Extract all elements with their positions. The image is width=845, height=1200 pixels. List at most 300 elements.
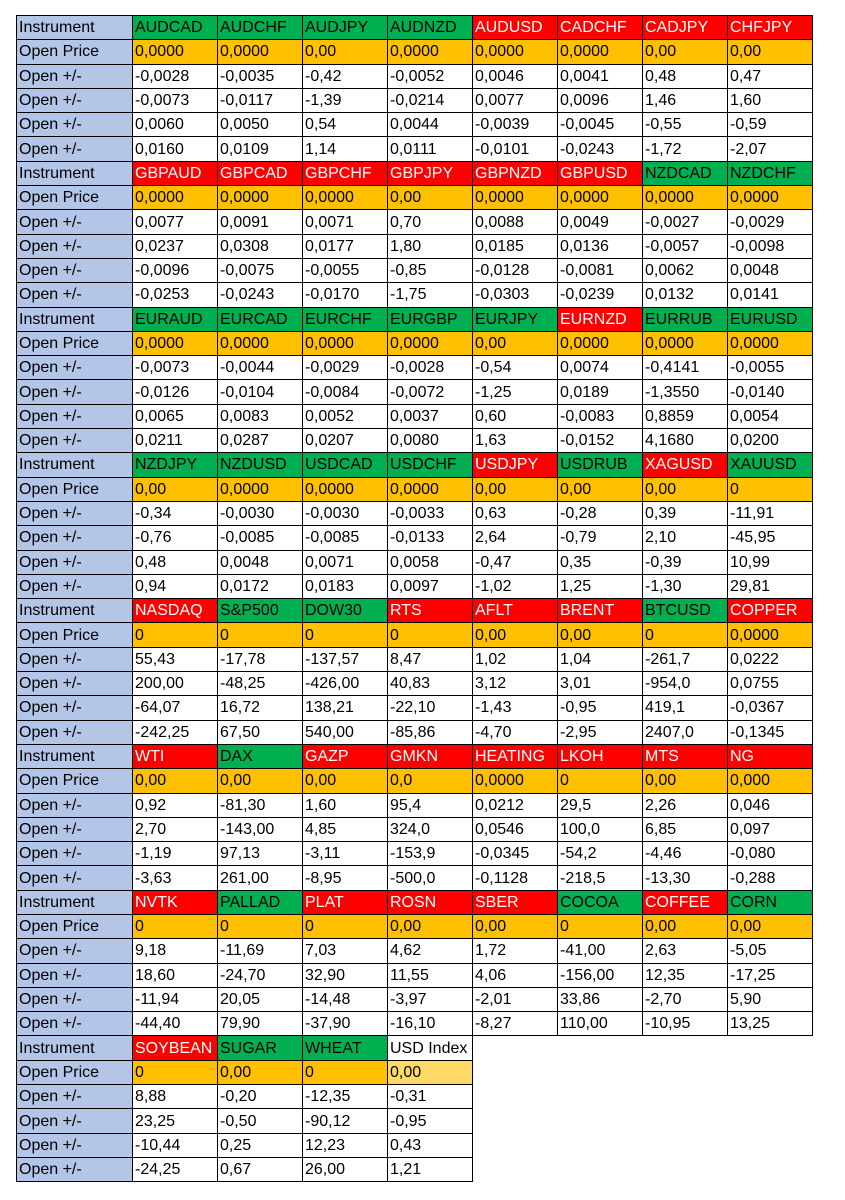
row-label: Open +/- <box>17 64 133 88</box>
open-change-cell: -0,0072 <box>388 380 473 404</box>
open-change-cell: -500,0 <box>388 866 473 890</box>
open-change-cell: -17,78 <box>218 647 303 671</box>
open-change-cell: -10,95 <box>643 1012 728 1036</box>
row-label: Open +/- <box>17 429 133 453</box>
open-change-cell: -0,0128 <box>473 258 558 282</box>
instrument-name-cell: AUDNZD <box>388 16 473 40</box>
row-label: Open Price <box>17 769 133 793</box>
open-change-cell: 0,0048 <box>218 550 303 574</box>
open-change-cell: -0,34 <box>133 501 218 525</box>
open-change-cell: -0,0081 <box>558 258 643 282</box>
open-change-cell: 0,48 <box>133 550 218 574</box>
empty-cell <box>473 1085 558 1109</box>
open-change-cell: -0,0035 <box>218 64 303 88</box>
open-price-cell: 0,0000 <box>558 186 643 210</box>
row-label: Open +/- <box>17 550 133 574</box>
open-change-cell: 0,0185 <box>473 234 558 258</box>
row-label: Instrument <box>17 744 133 768</box>
empty-cell <box>728 1036 813 1060</box>
open-price-cell: 0,0000 <box>728 331 813 355</box>
open-change-cell: -0,0085 <box>303 526 388 550</box>
instrument-name-cell: MTS <box>643 744 728 768</box>
open-price-cell: 0,0000 <box>643 186 728 210</box>
open-change-cell: -0,0055 <box>728 356 813 380</box>
open-change-cell: 1,60 <box>728 88 813 112</box>
open-change-cell: -0,55 <box>643 113 728 137</box>
open-change-cell: 138,21 <box>303 696 388 720</box>
open-change-cell: 0,0071 <box>303 550 388 574</box>
open-change-row <box>17 574 813 598</box>
open-change-cell: 67,50 <box>218 720 303 744</box>
open-price-row <box>17 331 813 355</box>
instrument-name-cell: ROSN <box>388 890 473 914</box>
instrument-name-cell: USDJPY <box>473 453 558 477</box>
open-change-cell: -11,69 <box>218 939 303 963</box>
open-change-cell: 0,0096 <box>558 88 643 112</box>
open-price-cell: 0,0000 <box>133 186 218 210</box>
instrument-name-cell: WHEAT <box>303 1036 388 1060</box>
open-change-cell: 1,02 <box>473 647 558 671</box>
open-price-cell: 0 <box>728 477 813 501</box>
row-label: Open +/- <box>17 1085 133 1109</box>
open-change-cell: 540,00 <box>303 720 388 744</box>
empty-cell <box>558 1109 643 1133</box>
row-label: Open Price <box>17 914 133 938</box>
row-label: Open +/- <box>17 1133 133 1157</box>
empty-cell <box>728 1060 813 1084</box>
row-label: Open +/- <box>17 574 133 598</box>
open-change-cell: 2,10 <box>643 526 728 550</box>
open-change-cell: -1,72 <box>643 137 728 161</box>
open-change-cell: -12,35 <box>303 1085 388 1109</box>
open-price-cell: 0,0000 <box>388 40 473 64</box>
row-label: Open +/- <box>17 234 133 258</box>
instrument-name-cell: NG <box>728 744 813 768</box>
instrument-name-cell: NZDJPY <box>133 453 218 477</box>
open-change-cell: 0,8859 <box>643 404 728 428</box>
open-change-cell: -0,0104 <box>218 380 303 404</box>
open-change-row <box>17 234 813 258</box>
open-change-cell: 10,99 <box>728 550 813 574</box>
empty-cell <box>558 1036 643 1060</box>
open-change-cell: -0,0085 <box>218 526 303 550</box>
instrument-name-cell: NZDCHF <box>728 161 813 185</box>
row-label: Open Price <box>17 623 133 647</box>
open-change-cell: -8,27 <box>473 1012 558 1036</box>
open-change-cell: -0,0055 <box>303 258 388 282</box>
open-price-cell: 0,0000 <box>728 623 813 647</box>
instrument-row <box>17 161 813 185</box>
open-change-row <box>17 647 813 671</box>
open-price-cell: 0,00 <box>643 477 728 501</box>
open-change-cell: 0,0111 <box>388 137 473 161</box>
open-price-cell: 0,0000 <box>133 331 218 355</box>
instrument-name-cell: EURUSD <box>728 307 813 331</box>
instrument-name-cell: EURNZD <box>558 307 643 331</box>
instrument-table-body <box>17 16 813 1182</box>
row-label: Instrument <box>17 161 133 185</box>
open-change-cell: 0,0136 <box>558 234 643 258</box>
open-change-cell: 0,0052 <box>303 404 388 428</box>
open-change-cell: 4,1680 <box>643 429 728 453</box>
open-price-cell: 0,0000 <box>303 186 388 210</box>
open-change-cell: -0,0101 <box>473 137 558 161</box>
instrument-name-cell: GAZP <box>303 744 388 768</box>
open-change-cell: 26,00 <box>303 1157 388 1181</box>
row-label: Open +/- <box>17 987 133 1011</box>
open-change-cell: 1,25 <box>558 574 643 598</box>
open-change-cell: -3,97 <box>388 987 473 1011</box>
row-label: Open +/- <box>17 1012 133 1036</box>
open-change-cell: -0,0033 <box>388 501 473 525</box>
open-change-cell: -11,94 <box>133 987 218 1011</box>
open-change-cell: 0,0054 <box>728 404 813 428</box>
open-change-cell: 40,83 <box>388 672 473 696</box>
open-price-cell: 0 <box>303 623 388 647</box>
open-price-row <box>17 40 813 64</box>
open-price-cell: 0 <box>218 914 303 938</box>
open-change-cell: 4,06 <box>473 963 558 987</box>
open-change-cell: -0,20 <box>218 1085 303 1109</box>
empty-cell <box>558 1133 643 1157</box>
open-change-cell: -0,288 <box>728 866 813 890</box>
open-change-cell: -242,25 <box>133 720 218 744</box>
open-change-cell: -16,10 <box>388 1012 473 1036</box>
open-change-cell: -1,25 <box>473 380 558 404</box>
open-change-cell: -143,00 <box>218 817 303 841</box>
open-change-cell: 3,01 <box>558 672 643 696</box>
open-change-row <box>17 501 813 525</box>
row-label: Open +/- <box>17 866 133 890</box>
open-change-row <box>17 429 813 453</box>
row-label: Open +/- <box>17 720 133 744</box>
empty-cell <box>643 1060 728 1084</box>
open-change-cell: -2,95 <box>558 720 643 744</box>
open-change-cell: -1,3550 <box>643 380 728 404</box>
empty-cell <box>558 1085 643 1109</box>
row-label: Open +/- <box>17 939 133 963</box>
row-label: Instrument <box>17 890 133 914</box>
open-change-cell: 0,43 <box>388 1133 473 1157</box>
open-price-cell: 0,0000 <box>133 40 218 64</box>
open-change-cell: -0,95 <box>558 696 643 720</box>
open-change-row <box>17 866 813 890</box>
open-price-cell: 0,00 <box>133 477 218 501</box>
open-change-cell: -0,1345 <box>728 720 813 744</box>
open-change-cell: -0,0303 <box>473 283 558 307</box>
open-change-cell: 0,0091 <box>218 210 303 234</box>
open-change-cell: 261,00 <box>218 866 303 890</box>
open-price-cell: 0,0000 <box>643 331 728 355</box>
open-price-cell: 0,00 <box>558 623 643 647</box>
open-price-cell: 0,00 <box>643 40 728 64</box>
open-change-cell: 0,0207 <box>303 429 388 453</box>
open-change-cell: 79,90 <box>218 1012 303 1036</box>
open-change-cell: 100,0 <box>558 817 643 841</box>
instrument-name-cell: WTI <box>133 744 218 768</box>
open-price-cell: 0 <box>303 1060 388 1084</box>
open-change-cell: -81,30 <box>218 793 303 817</box>
open-change-cell: 0,0172 <box>218 574 303 598</box>
open-price-row <box>17 186 813 210</box>
open-change-cell: -14,48 <box>303 987 388 1011</box>
row-label: Open Price <box>17 1060 133 1084</box>
open-change-cell: -0,0152 <box>558 429 643 453</box>
open-change-cell: -0,0028 <box>388 356 473 380</box>
open-change-row <box>17 1133 813 1157</box>
row-label: Open +/- <box>17 817 133 841</box>
instrument-name-cell: GBPUSD <box>558 161 643 185</box>
open-change-cell: 1,63 <box>473 429 558 453</box>
instrument-name-cell: XAGUSD <box>643 453 728 477</box>
open-change-cell: 8,88 <box>133 1085 218 1109</box>
open-change-cell: 4,85 <box>303 817 388 841</box>
open-change-row <box>17 817 813 841</box>
empty-cell <box>473 1133 558 1157</box>
instrument-name-cell: EURCAD <box>218 307 303 331</box>
open-price-cell: 0 <box>303 914 388 938</box>
open-change-row <box>17 1085 813 1109</box>
open-change-cell: 1,60 <box>303 793 388 817</box>
instrument-name-cell: NASDAQ <box>133 599 218 623</box>
open-price-cell: 0,0000 <box>218 477 303 501</box>
open-change-cell: -218,5 <box>558 866 643 890</box>
row-label: Open +/- <box>17 380 133 404</box>
row-label: Open +/- <box>17 137 133 161</box>
open-change-cell: -0,85 <box>388 258 473 282</box>
open-change-cell: -85,86 <box>388 720 473 744</box>
instrument-name-cell: GBPCAD <box>218 161 303 185</box>
open-change-cell: -1,75 <box>388 283 473 307</box>
instrument-name-cell: NVTK <box>133 890 218 914</box>
open-change-cell: 33,86 <box>558 987 643 1011</box>
open-change-cell: 0,0065 <box>133 404 218 428</box>
instrument-name-cell: EURGBP <box>388 307 473 331</box>
row-label: Open +/- <box>17 1109 133 1133</box>
empty-cell <box>728 1133 813 1157</box>
instrument-name-cell: NZDUSD <box>218 453 303 477</box>
row-label: Instrument <box>17 599 133 623</box>
row-label: Instrument <box>17 1036 133 1060</box>
instrument-row <box>17 307 813 331</box>
instrument-name-cell: EURRUB <box>643 307 728 331</box>
open-change-cell: -0,95 <box>388 1109 473 1133</box>
open-change-cell: -1,30 <box>643 574 728 598</box>
open-change-cell: 0,0074 <box>558 356 643 380</box>
open-change-cell: -0,0029 <box>728 210 813 234</box>
open-change-cell: 29,5 <box>558 793 643 817</box>
open-change-cell: -0,31 <box>388 1085 473 1109</box>
open-change-cell: 0,94 <box>133 574 218 598</box>
open-change-cell: 0,0050 <box>218 113 303 137</box>
open-change-cell: 0,097 <box>728 817 813 841</box>
instrument-name-cell: AUDJPY <box>303 16 388 40</box>
instrument-name-cell: S&P500 <box>218 599 303 623</box>
row-label: Open +/- <box>17 526 133 550</box>
instrument-name-cell: USD Index <box>388 1036 473 1060</box>
open-change-cell: -954,0 <box>643 672 728 696</box>
instrument-name-cell: USDCAD <box>303 453 388 477</box>
open-change-cell: 0,0308 <box>218 234 303 258</box>
empty-cell <box>558 1157 643 1181</box>
row-label: Open +/- <box>17 501 133 525</box>
open-change-cell: 419,1 <box>643 696 728 720</box>
open-change-row <box>17 283 813 307</box>
open-change-cell: -0,0057 <box>643 234 728 258</box>
open-change-cell: 0,39 <box>643 501 728 525</box>
open-change-cell: -0,0253 <box>133 283 218 307</box>
instrument-name-cell: DOW30 <box>303 599 388 623</box>
instrument-name-cell: AUDCAD <box>133 16 218 40</box>
open-change-cell: -0,0243 <box>558 137 643 161</box>
open-change-cell: -156,00 <box>558 963 643 987</box>
row-label: Open +/- <box>17 356 133 380</box>
open-change-cell: 0,0077 <box>473 88 558 112</box>
open-price-cell: 0,0000 <box>388 331 473 355</box>
open-change-cell: 0,0211 <box>133 429 218 453</box>
open-change-cell: -24,70 <box>218 963 303 987</box>
open-change-cell: 2,70 <box>133 817 218 841</box>
open-change-cell: 0,48 <box>643 64 728 88</box>
empty-cell <box>473 1060 558 1084</box>
open-price-cell: 0,0000 <box>218 186 303 210</box>
open-price-cell: 0,0000 <box>473 769 558 793</box>
open-change-cell: -0,0243 <box>218 283 303 307</box>
open-change-cell: 0,0183 <box>303 574 388 598</box>
open-change-row <box>17 1109 813 1133</box>
open-change-row <box>17 137 813 161</box>
open-change-cell: -2,07 <box>728 137 813 161</box>
open-change-cell: 1,46 <box>643 88 728 112</box>
open-price-cell: 0,0000 <box>218 331 303 355</box>
open-price-cell: 0 <box>133 623 218 647</box>
open-change-cell: 324,0 <box>388 817 473 841</box>
open-change-cell: -0,0084 <box>303 380 388 404</box>
open-change-cell: -0,0117 <box>218 88 303 112</box>
instrument-name-cell: SUGAR <box>218 1036 303 1060</box>
open-change-cell: 0,92 <box>133 793 218 817</box>
open-price-row <box>17 477 813 501</box>
open-change-cell: 0,0041 <box>558 64 643 88</box>
instrument-name-cell: USDRUB <box>558 453 643 477</box>
instrument-name-cell: GBPJPY <box>388 161 473 185</box>
open-change-cell: -0,080 <box>728 842 813 866</box>
open-change-cell: -0,59 <box>728 113 813 137</box>
open-change-cell: 5,90 <box>728 987 813 1011</box>
row-label: Instrument <box>17 453 133 477</box>
row-label: Open +/- <box>17 793 133 817</box>
row-label: Open +/- <box>17 963 133 987</box>
open-change-cell: -0,0027 <box>643 210 728 234</box>
open-change-row <box>17 550 813 574</box>
instrument-name-cell: NZDCAD <box>643 161 728 185</box>
open-change-cell: 0,0237 <box>133 234 218 258</box>
open-change-cell: 12,35 <box>643 963 728 987</box>
instrument-name-cell: EURAUD <box>133 307 218 331</box>
empty-cell <box>643 1133 728 1157</box>
open-change-cell: 0,0546 <box>473 817 558 841</box>
open-change-cell: -1,02 <box>473 574 558 598</box>
row-label: Open Price <box>17 477 133 501</box>
open-change-cell: -0,39 <box>643 550 728 574</box>
open-change-cell: 0,0160 <box>133 137 218 161</box>
instrument-name-cell: AUDCHF <box>218 16 303 40</box>
open-change-cell: 0,0044 <box>388 113 473 137</box>
open-change-row <box>17 210 813 234</box>
instrument-name-cell: EURJPY <box>473 307 558 331</box>
instrument-name-cell: SOYBEAN <box>133 1036 218 1060</box>
open-change-cell: 0,0060 <box>133 113 218 137</box>
open-change-cell: 13,25 <box>728 1012 813 1036</box>
instrument-row <box>17 16 813 40</box>
open-price-cell: 0 <box>558 914 643 938</box>
open-change-cell: -0,1128 <box>473 866 558 890</box>
open-price-cell: 0,00 <box>558 477 643 501</box>
open-price-cell: 0 <box>643 623 728 647</box>
open-price-cell: 0,00 <box>728 914 813 938</box>
instrument-name-cell: HEATING <box>473 744 558 768</box>
open-price-row <box>17 623 813 647</box>
instrument-row <box>17 890 813 914</box>
open-change-cell: 97,13 <box>218 842 303 866</box>
open-change-cell: -0,0075 <box>218 258 303 282</box>
open-change-cell: 0,63 <box>473 501 558 525</box>
open-change-cell: 0,0077 <box>133 210 218 234</box>
open-change-cell: -22,10 <box>388 696 473 720</box>
row-label: Open +/- <box>17 672 133 696</box>
open-change-cell: 0,70 <box>388 210 473 234</box>
row-label: Instrument <box>17 16 133 40</box>
open-price-cell: 0 <box>558 769 643 793</box>
open-change-cell: 7,03 <box>303 939 388 963</box>
open-change-cell: -0,0239 <box>558 283 643 307</box>
row-label: Open Price <box>17 40 133 64</box>
open-change-cell: -2,70 <box>643 987 728 1011</box>
instrument-name-cell: XAUUSD <box>728 453 813 477</box>
empty-cell <box>728 1085 813 1109</box>
open-change-cell: -0,0126 <box>133 380 218 404</box>
open-change-row <box>17 963 813 987</box>
open-price-cell: 0,0000 <box>473 40 558 64</box>
open-change-cell: -0,0140 <box>728 380 813 404</box>
open-change-cell: -0,76 <box>133 526 218 550</box>
open-change-cell: -0,0345 <box>473 842 558 866</box>
open-change-cell: -0,42 <box>303 64 388 88</box>
instrument-name-cell: LKOH <box>558 744 643 768</box>
open-change-row <box>17 696 813 720</box>
open-price-cell: 0,0 <box>388 769 473 793</box>
row-label: Open +/- <box>17 404 133 428</box>
open-change-cell: -0,0096 <box>133 258 218 282</box>
open-change-cell: 0,0080 <box>388 429 473 453</box>
open-change-cell: 0,0200 <box>728 429 813 453</box>
row-label: Open +/- <box>17 258 133 282</box>
open-change-cell: -1,19 <box>133 842 218 866</box>
open-change-cell: 0,046 <box>728 793 813 817</box>
open-change-cell: -2,01 <box>473 987 558 1011</box>
open-price-cell: 0 <box>218 623 303 647</box>
open-change-cell: 1,80 <box>388 234 473 258</box>
open-price-cell: 0,0000 <box>303 331 388 355</box>
open-change-cell: 0,0088 <box>473 210 558 234</box>
open-change-cell: 55,43 <box>133 647 218 671</box>
open-change-cell: -44,40 <box>133 1012 218 1036</box>
open-change-cell: 0,0109 <box>218 137 303 161</box>
open-change-row <box>17 356 813 380</box>
instrument-name-cell: PALLAD <box>218 890 303 914</box>
open-change-cell: 0,60 <box>473 404 558 428</box>
instrument-name-cell: CADJPY <box>643 16 728 40</box>
